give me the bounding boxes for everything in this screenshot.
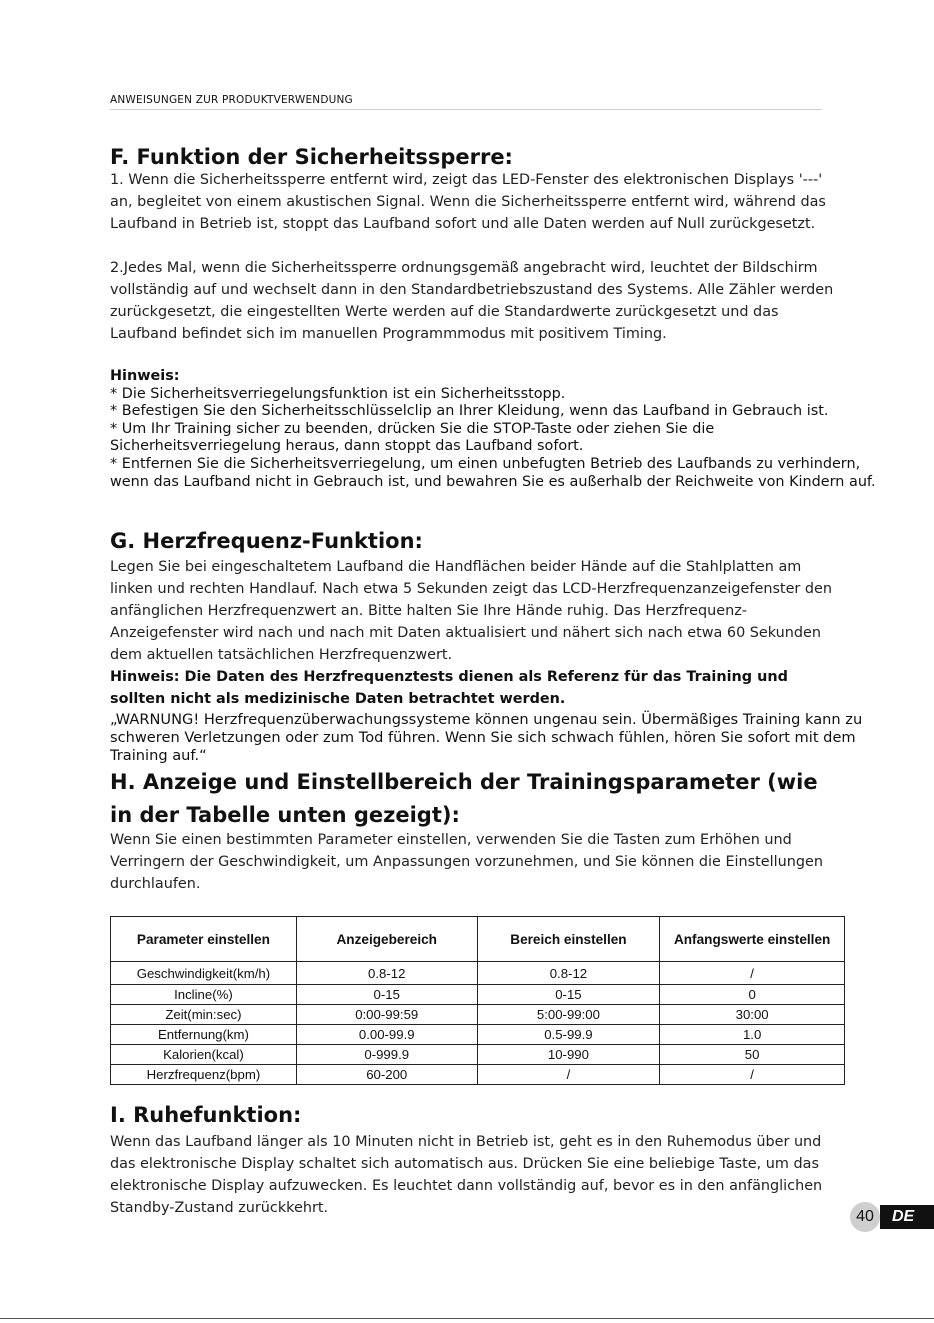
heart-rate-warning: „WARNUNG! Herzfrequenzüberwachungssysteme können ungenau sein. Übermäßiges Training kann zu schweren Verletzungen oder zum Tod führen. Wenn Sie sich schwach fühlen, hören Sie sofort mit dem Training auf.“ (110, 711, 863, 764)
column-header: Bereich einstellen (477, 917, 660, 962)
table-cell: Entfernung(km) (111, 1025, 297, 1045)
note-item: * Befestigen Sie den Sicherheitsschlüsselclip an Ihrer Kleidung, wenn das Laufband in Gebrauch ist. (110, 403, 829, 420)
table-cell: 30:00 (660, 1005, 845, 1025)
table-cell: 1.0 (660, 1025, 845, 1045)
section-f-paragraph-2: 2.Jedes Mal, wenn die Sicherheitssperre ordnungsgemäß angebracht wird, leuchtet der Bildschirm vollständig auf und wechselt dann in den Standardbetriebszustand des Systems. Alle Zähler werden zurückgesetzt, die eingestellten Werte werden auf die Standardwerte zurückgesetzt und das Laufband befindet sich im manuellen Programmmodus mit positivem Timing. (110, 260, 834, 342)
language-badge: DE (880, 1205, 934, 1229)
section-g-title: G. Herzfrequenz-Funktion: (110, 529, 423, 553)
bottom-divider (0, 1318, 934, 1319)
table-cell: 0-15 (296, 985, 477, 1005)
column-header: Anfangswerte einstellen (660, 917, 845, 962)
heart-rate-note: Hinweis: Die Daten des Herzfrequenztests dienen als Referenz für das Training und sollten nicht als medizinische Daten betrachtet werden. (110, 669, 788, 707)
table-cell: 0-15 (477, 985, 660, 1005)
table-cell: Geschwindigkeit(km/h) (111, 962, 297, 985)
section-f-notes (110, 368, 880, 491)
table-cell: 0.5-99.9 (477, 1025, 660, 1045)
table-cell: / (477, 1065, 660, 1085)
table-row (111, 1005, 845, 1025)
table-cell: 0.8-12 (477, 962, 660, 985)
section-f-title: F. Funktion der Sicherheitssperre: (110, 145, 513, 169)
column-header: Parameter einstellen (111, 917, 297, 962)
table-cell: 0.00-99.9 (296, 1025, 477, 1045)
table-cell: Herzfrequenz(bpm) (111, 1065, 297, 1085)
section-h-paragraph: Wenn Sie einen bestimmten Parameter einstellen, verwenden Sie die Tasten zum Erhöhen und Verringern der Geschwindigkeit, um Anpassungen vorzunehmen, und Sie können die Einstellungen durchlaufen. (110, 832, 823, 892)
column-header: Anzeigebereich (296, 917, 477, 962)
page-header: ANWEISUNGEN ZUR PRODUKTVERWENDUNG (110, 94, 822, 110)
table-cell: 10-990 (477, 1045, 660, 1065)
page-number: 40 (850, 1202, 880, 1232)
table-row (111, 1025, 845, 1045)
table-row (111, 1065, 845, 1085)
table-cell: 0 (660, 985, 845, 1005)
table-cell: / (660, 1065, 845, 1085)
table-cell: / (660, 962, 845, 985)
table-cell: 50 (660, 1045, 845, 1065)
table-cell: Kalorien(kcal) (111, 1045, 297, 1065)
note-item: * Die Sicherheitsverriegelungsfunktion ist ein Sicherheitsstopp. (110, 385, 566, 402)
table-cell: 0.8-12 (296, 962, 477, 985)
note-heading: Hinweis: (110, 368, 180, 384)
section-f-paragraph-1: 1. Wenn die Sicherheitssperre entfernt wird, zeigt das LED-Fenster des elektronischen Displays '---' an, begleitet von einem akustischen Signal. Wenn die Sicherheitssperre entfernt wird, während das Laufband in Betrieb ist, stoppt das Laufband sofort und alle Daten werden auf Null zurückgesetzt. (110, 172, 826, 232)
training-parameters-table (110, 916, 845, 1085)
table-cell: 5:00-99:00 (477, 1005, 660, 1025)
section-g-paragraph: Legen Sie bei eingeschaltetem Laufband die Handflächen beider Hände auf die Stahlplatten am linken und rechten Handlauf. Nach etwa 5 Sekunden zeigt das LCD-Herzfrequenzanzeigefenster den anfänglichen Herzfrequenzwert an. Bitte halten Sie Ihre Hände ruhig. Das Herzfrequenz-Anzeigefenster wird nach und nach mit Daten aktualisiert und nähert sich nach etwa 60 Sekunden dem aktuellen tatsächlichen Herzfrequenzwert. (110, 559, 833, 663)
table-cell: 0-999.9 (296, 1045, 477, 1065)
table-row (111, 1045, 845, 1065)
table-header-row (111, 917, 845, 962)
section-i-title: I. Ruhefunktion: (110, 1103, 302, 1127)
note-item: * Um Ihr Training sicher zu beenden, drücken Sie die STOP-Taste oder ziehen Sie die Sicherheitsverriegelung heraus, dann stoppt das Laufband sofort. (110, 420, 715, 455)
table-cell: 60-200 (296, 1065, 477, 1085)
section-h-title: H. Anzeige und Einstellbereich der Trainingsparameter (wie in der Tabelle unten gezeigt): (110, 770, 818, 827)
table-cell: Incline(%) (111, 985, 297, 1005)
table-row (111, 985, 845, 1005)
table-row (111, 962, 845, 985)
section-i-paragraph: Wenn das Laufband länger als 10 Minuten nicht in Betrieb ist, geht es in den Ruhemodus über und das elektronische Display schaltet sich automatisch aus. Drücken Sie eine beliebige Taste, um das elektronische Display aufzuwecken. Es leuchtet dann vollständig auf, bevor es in den anfänglichen Standby-Zustand zurückkehrt. (110, 1134, 823, 1216)
table-cell: 0:00-99:59 (296, 1005, 477, 1025)
note-item: * Entfernen Sie die Sicherheitsverriegelung, um einen unbefugten Betrieb des Laufbands zu verhindern, wenn das Laufband nicht in Gebrauch ist, und bewahren Sie es außerhalb der Reichweite von Kindern auf. (110, 455, 876, 490)
table-cell: Zeit(min:sec) (111, 1005, 297, 1025)
